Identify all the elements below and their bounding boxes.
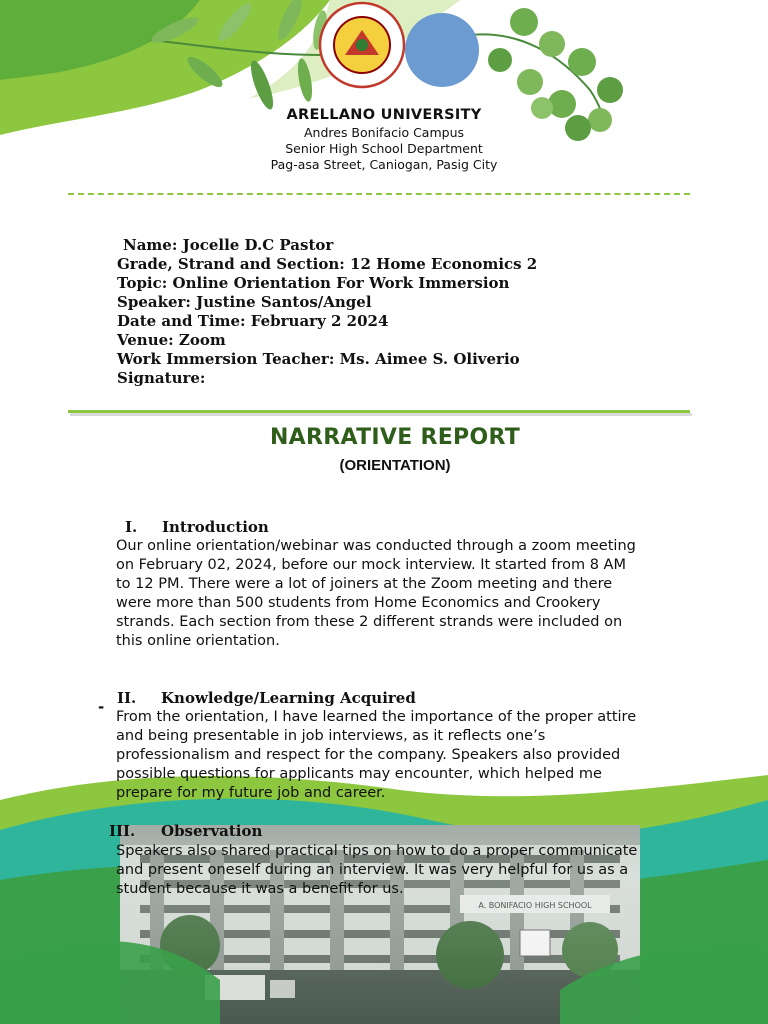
paragraph-line: professionalism and respect for the company. Speakers also provided xyxy=(116,747,621,763)
info-date: Date and Time: February 2 2024 xyxy=(117,312,389,330)
paragraph-line: and present oneself during an interview. It was very helpful for us as a xyxy=(116,862,629,878)
department-name: Senior High School Department xyxy=(285,141,483,156)
info-topic: Topic: Online Orientation For Work Immersion xyxy=(117,274,510,292)
report-title: NARRATIVE REPORT xyxy=(269,425,521,450)
section-2-heading xyxy=(117,689,416,707)
info-name: Name: Jocelle D.C Pastor xyxy=(123,236,334,254)
paragraph-line: to 12 PM. There were a lot of joiners at the Zoom meeting and there xyxy=(116,576,613,592)
paragraph-line: possible questions for applicants may encounter, which helped me xyxy=(116,766,602,782)
section-3-heading xyxy=(109,822,262,840)
section-1-number: I. xyxy=(125,518,138,536)
section-1-body xyxy=(116,537,676,651)
university-name: ARELLANO UNIVERSITY xyxy=(286,107,482,123)
report-subtitle: (ORIENTATION) xyxy=(339,457,451,474)
info-teacher: Work Immersion Teacher: Ms. Aimee S. Oliverio xyxy=(117,350,520,368)
stray-bullet: - xyxy=(98,698,105,716)
info-grade: Grade, Strand and Section: 12 Home Economics 2 xyxy=(117,255,538,273)
paragraph-line: student because it was a benefit for us. xyxy=(116,881,404,897)
section-2-body xyxy=(116,708,676,803)
section-3-title: Observation xyxy=(161,822,263,840)
paragraph-line: Our online orientation/webinar was conducted through a zoom meeting xyxy=(116,538,636,554)
paragraph-line: this online orientation. xyxy=(116,633,280,649)
paragraph-line: Speakers also shared practical tips on how to do a proper communicate xyxy=(116,843,638,859)
paragraph-line: were more than 500 students from Home Economics and Crookery xyxy=(116,595,601,611)
section-3-number: III. xyxy=(109,822,136,840)
info-venue: Venue: Zoom xyxy=(117,331,226,349)
info-signature: Signature: xyxy=(117,369,206,387)
section-2-title: Knowledge/Learning Acquired xyxy=(161,689,416,707)
section-3-body xyxy=(116,842,676,899)
address: Pag-asa Street, Caniogan, Pasig City xyxy=(270,157,498,172)
section-2-number: II. xyxy=(117,689,137,707)
paragraph-line: prepare for my future job and career. xyxy=(116,785,386,801)
paragraph-line: and being presentable in job interviews, as it reflects one’s xyxy=(116,728,546,744)
paragraph-line: strands. Each section from these 2 different strands were included on xyxy=(116,614,623,630)
paragraph-line: on February 02, 2024, before our mock interview. It started from 8 AM xyxy=(116,557,626,573)
paragraph-line: From the orientation, I have learned the importance of the proper attire xyxy=(116,709,637,725)
section-1-title: Introduction xyxy=(162,518,269,536)
info-speaker: Speaker: Justine Santos/Angel xyxy=(117,293,372,311)
section-1-heading xyxy=(125,518,269,536)
campus-name: Andres Bonifacio Campus xyxy=(303,125,465,140)
